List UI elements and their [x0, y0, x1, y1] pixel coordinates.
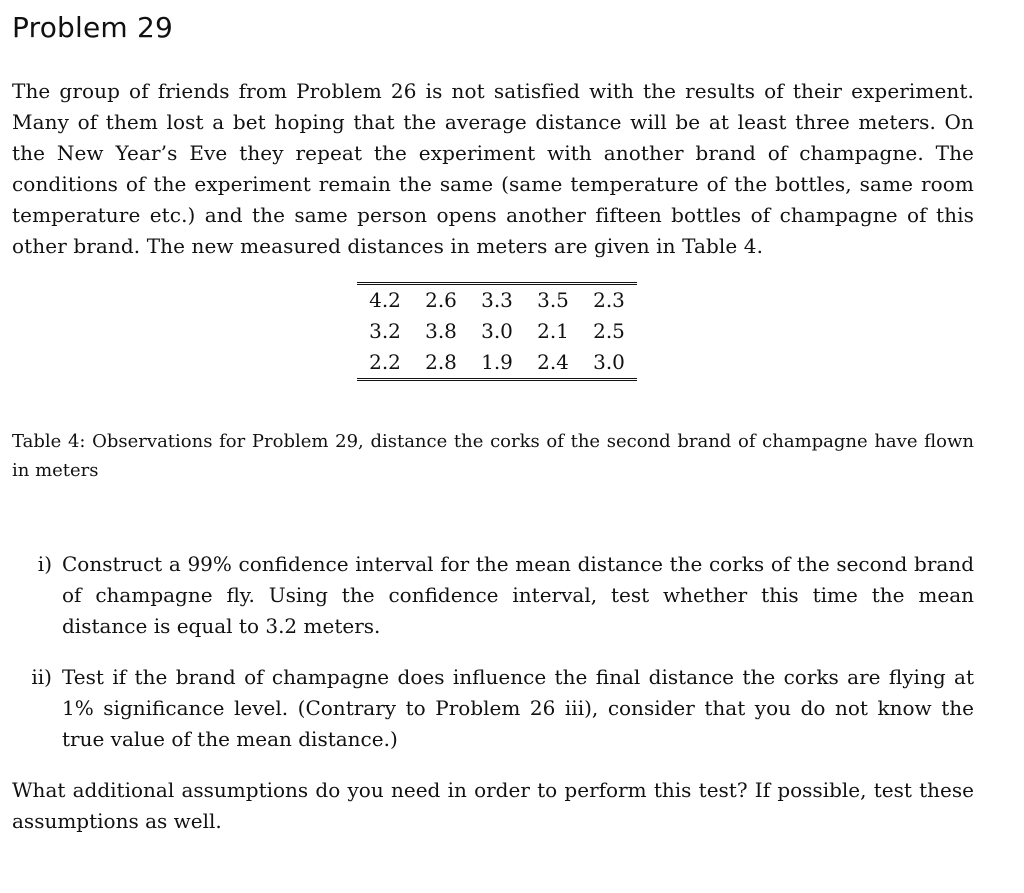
page-title: Problem 29	[12, 11, 174, 44]
table-row	[357, 347, 637, 380]
table-row	[357, 284, 637, 317]
problem-page	[12, 8, 974, 857]
table-cell: 3.0	[593, 350, 625, 374]
task-list	[12, 549, 974, 755]
list-item-text: Construct a 99% confidence interval for the mean distance the corks of the second brand of champagne fly. Using the confidence interval, test whether this time the mean distance is equal to 3.2 meters.	[62, 552, 974, 638]
table-cell: 2.3	[593, 288, 625, 312]
table-cell: 3.8	[425, 319, 457, 343]
table-cell: 2.5	[593, 319, 625, 343]
table-cell: 2.2	[369, 350, 401, 374]
table-cell: 3.3	[481, 288, 513, 312]
list-item-text: Test if the brand of champagne does influence the final distance the corks are flying at 1% significance level. (Contrary to Problem 26 iii), consider that you do not know the true value of the mean distance.)	[62, 665, 974, 751]
table-cell: 3.5	[537, 288, 569, 312]
closing-paragraph: What additional assumptions do you need in order to perform this test? If possible, test these assumptions as well.	[12, 778, 974, 833]
intro-paragraph: The group of friends from Problem 26 is not satisfied with the results of their experiment. Many of them lost a bet hoping that the average distance will be at least three meters. On the New Year’s Eve they repeat the experiment with another brand of champagne. The conditions of the experiment remain the same (same temperature of the bottles, same room temperature etc.) and the same person opens another fifteen bottles of champagne of this other brand. The new measured distances in meters are given in Table 4.	[12, 79, 974, 258]
table-cell: 2.6	[425, 288, 457, 312]
table-cell: 2.4	[537, 350, 569, 374]
list-marker: i)	[37, 552, 52, 576]
list-item	[12, 549, 974, 642]
observations-table	[357, 282, 637, 381]
table-row	[357, 316, 637, 347]
table-container	[12, 282, 974, 381]
table-cell: 4.2	[369, 288, 401, 312]
table-cell: 1.9	[481, 350, 513, 374]
table-caption: Table 4: Observations for Problem 29, distance the corks of the second brand of champagne have flown in meters	[12, 431, 974, 481]
table-cell: 2.8	[425, 350, 457, 374]
list-item	[12, 662, 974, 755]
table-cell: 3.2	[369, 319, 401, 343]
list-marker: ii)	[31, 665, 52, 689]
table-cell: 2.1	[537, 319, 569, 343]
table-cell: 3.0	[481, 319, 513, 343]
